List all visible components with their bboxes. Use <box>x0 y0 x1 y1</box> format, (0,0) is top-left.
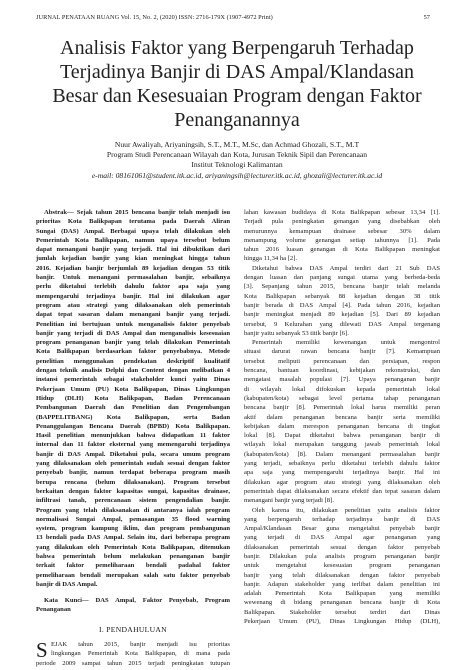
text-line: di wilayah lokal difokuskan kepada pemerintah lokal <box>244 385 440 393</box>
author-names: Nuur Awaliyah, Ariyaningsih, S.T., M.T., M.Sc, dan Achmad Ghozali, S.T., M.T <box>114 140 360 149</box>
text-line: 13 bendali pada DAS Ampal. Selain itu, dari beberapa program <box>36 534 230 542</box>
text-line: banjir. Untuk menangani permasalahan banjir, sebaiknya <box>36 274 230 282</box>
text-line: adalah Pemerintah Kota Balikpapan yang memiliki <box>244 590 440 598</box>
text-line: wilayah lokal merupakan tanggung jawab pemerintah lokal <box>244 441 440 449</box>
text-line: lingkungan Pemerintah Kota Balikpapan, di mana pada <box>51 650 230 658</box>
right-column <box>244 208 440 626</box>
affiliation-line: Institut Teknologi Kalimantan <box>191 160 283 170</box>
keywords <box>36 596 230 615</box>
text-line: Hidup (DLH) Kota Balikpapan, Badan Perencanaan <box>36 394 230 402</box>
text-line: dapat menangani banjir yang terjadi. Hal ini dibuktikan dari <box>36 246 230 254</box>
text-line: situasi darurat rawan bencana banjir [7]. Kemampuan <box>244 348 440 356</box>
left-column <box>36 208 230 668</box>
text-line: bencana banjir [8]. Pemerintah lokal harus memiliki peran <box>244 404 440 412</box>
text-line: yang berpengaruh terhadap terjadinya banjir di DAS <box>244 515 440 523</box>
title-line: Terjadinya Banjir di DAS Ampal/Klandasan <box>59 61 415 83</box>
text-line: bencana, bantuan koordinasi, kebijakan rekonstruksi, dan <box>244 367 440 375</box>
section-heading: I. PENDAHULUAN <box>99 624 167 634</box>
text-line: apa saja yang mempengaruhi terjadinya banjir. Hal ini <box>244 469 440 477</box>
text-line: perlu diketahui terlebih dahulu faktor apa saja yang <box>36 283 230 291</box>
text-line: Ampal/Klandasan Besar guna mengetahui penyebab banjir <box>244 525 440 533</box>
text-line: untuk mengetahui kesesuaian program penanganan <box>244 562 440 570</box>
text-line: (kabupaten/kota) [8]. Dalam menangani permasalahan banjir <box>244 450 440 458</box>
text-line: yang dilaksanakan oleh pemerintah sudah sesuai dengan faktor <box>36 460 230 468</box>
drop-cap: S <box>36 638 48 663</box>
text-line: Balikpapan. Stakeholder tersebut terdiri dari Dinas <box>244 608 440 616</box>
text-line: (kabupaten/kota) sebagai level pertama tahap penanganan <box>244 394 440 402</box>
text-line: menangani banjir yang terjadi [8]. <box>244 497 334 505</box>
text-line: Pembangunan Daerah dan Penelitian dan Pengembangan <box>36 404 230 412</box>
intro-paragraph <box>36 640 230 668</box>
text-line: banjir meningkat menjadi 89 kejadian [5]. Dari 89 kejadian <box>244 311 440 319</box>
text-line: aktif dalam penanganan bencana banjir serta memiliki <box>244 413 440 421</box>
text-line: tersebut meliputi perencanaan dan persiapan, respon <box>244 357 440 365</box>
abstract <box>36 208 230 589</box>
text-line: banjir yang telah dilaksanakan dengan faktor penyebab <box>244 571 440 579</box>
title-line: Besar dan Kesesuaian Program dengan Faktor <box>52 85 422 107</box>
text-line: EJAK tahun 2015, banjir menjadi isu prioritas <box>51 641 230 649</box>
text-line: banjir. Dilakukan pula analisis program penanganan banjir <box>244 552 440 560</box>
text-line: berupa rencana (belum dilaksanakan). Program tersebut <box>36 478 230 486</box>
text-line: mempengaruhi terjadinya banjir. Hal ini dilakukan agar <box>36 292 230 300</box>
text-line: banjir yaitu sebanyak 53 titik banjir [6]. <box>244 329 349 337</box>
text-line: Oleh karena itu, dilakukan penelitian yaitu analisis faktor <box>252 506 440 514</box>
author-emails: e-mail: 08161061@student.itk.ac.id, ariyaningsih@lecturer.itk.ac.id, ghozali@lecturer.itk.ac.id <box>91 170 383 180</box>
author-block <box>20 140 454 181</box>
text-line: Hasil penelitian menunjukkan bahwa didapatkan 11 faktor <box>36 432 230 440</box>
text-line: pemerintah dapat dilaksanakan secara efektif dan tepat sasaran dalam <box>244 487 440 495</box>
affiliation-line: Program Studi Perencanaan Wilayah dan Kota, Jurusan Teknik Sipil dan Perencanaan <box>106 150 368 160</box>
text-line: menampung volume genangan setiap tahunnya [1]. Pada <box>244 236 440 244</box>
text-line: dengan luasan dan panjang sungai utama yang berbeda-beda <box>244 274 440 282</box>
text-line: dengan teknik analisis Delphi dan Content dengan melibatkan 4 <box>36 367 230 375</box>
text-line: lahan kawasan budidaya di Kota Balikpapan sebesar 13,34 [1]. <box>244 209 440 216</box>
text-line: lokal [8]. Dapat diketahui bahwa penanganan banjir di <box>244 432 440 440</box>
text-line: Abstrak— Sejak tahun 2015 bencana banjir telah menjadi isu <box>44 209 230 216</box>
text-line: Kota Balikpapan sebanyak 88 kejadian dengan 38 titik <box>244 292 440 300</box>
text-line: dilakukan agar program atau strategi yang dilaksanakan oleh <box>244 478 440 486</box>
text-line: penelitian menggunakan pendekatan deskriptif kualitatif <box>36 357 230 365</box>
text-line: normalisasi Sungai Ampal, pemasangan 35 flood warning <box>36 515 230 523</box>
text-line: infiltrasi tanah, perencanaan sistem pengendalian banjir. <box>36 497 230 505</box>
text-line: Kota Balikpapan berdasarkan faktor penyebabnya. Metode <box>36 348 230 356</box>
text-line: terkait faktor pemeliharaan bendali padahal faktor <box>36 562 230 570</box>
paper-title <box>34 36 440 132</box>
title-line: Penanganannya <box>174 109 300 131</box>
text-line: internal dan 11 faktor eksternal yang memengaruhi terjadinya <box>36 441 230 449</box>
page-number: 57 <box>423 14 430 21</box>
text-line: Kata Kunci— DAS Ampal, Faktor Penyebab, Program <box>44 597 230 605</box>
text-line: Pemerintah Kota Balikpapan, namun upaya tersebut belum <box>36 236 230 244</box>
text-line: penyebab banjir, namun terdapat beberapa program masih <box>36 469 230 477</box>
text-line: Sungai (DAS) Ampal. Berbagai upaya telah dilakukan oleh <box>36 227 230 235</box>
text-line: kebijakan dalam merespon penanganan bencana di tingkat <box>244 422 440 430</box>
text-line: Program yang telah dilaksanakan di antaranya ialah program <box>36 506 230 514</box>
text-line: Penanganan <box>36 606 71 614</box>
text-line: banjir berada di DAS Ampal [4]. Pada tahun 2016, kejadian <box>244 301 440 309</box>
text-line: instansi pemerintah sebagai stakeholder kunci yaitu Dinas <box>36 376 230 384</box>
text-line: mengatasi masalah populasi [7]. Upaya penanganan banjir <box>244 376 440 384</box>
text-line: bahwa pemerintah belum melakukan penanganan banjir <box>36 552 230 560</box>
text-line: dilaksanakan pemerintah sesuai dengan faktor penyebab <box>244 543 440 551</box>
journal-info: JURNAL PENATAAN RUANG Vol. 15, No. 2, (2020) ISSN: 2716-179X (1907-4972 Print) <box>36 14 273 21</box>
text-line: Diketahui bahwa DAS Ampal terdiri dari 21 Sub DAS <box>252 264 440 272</box>
text-line: yang terjadi, sebaiknya perlu diketahui terlebih dahulu faktor <box>244 460 440 468</box>
text-line: wewenang di bidang penanganan bencana banjir di Kota <box>244 599 440 607</box>
text-line: jumlah kejadian banjir yang kian meningkat hingga tahun <box>36 255 230 263</box>
running-header <box>36 14 430 21</box>
text-line: (BAPPELITBANG) Kota Balikpapan, serta Badan <box>36 413 230 421</box>
text-line: Pekerjaan Umum (PU) Kota Balikpapan, Dinas Lingkungan <box>36 385 230 393</box>
text-line: prioritas Kota Balikpapan terutama pada Daerah Aliran <box>36 218 230 226</box>
text-line: program atau strategi yang dilaksanakan oleh pemerintah <box>36 301 230 309</box>
text-line: dapat tepat sasaran dalam menangani banjir yang terjadi. <box>36 311 230 319</box>
text-line: program penanganan banjir yang telah dilakukan Pemerintah <box>36 339 230 347</box>
text-line: yang dilakukan oleh Pemerintah Kota Balikpapan, ditemukan <box>36 543 230 551</box>
text-line: 2016. Kejadian banjir berjumlah 89 kejadian dengan 53 titik <box>36 264 230 272</box>
text-line: periode 2009 sampai tahun 2015 terjadi peningkatan tutupan <box>36 659 230 667</box>
text-line: menurunnya kemampuan drainase sebesar 30% dalam <box>244 227 440 235</box>
text-line: Penelitian ini bertujuan untuk menganalisis faktor penyebab <box>36 320 230 328</box>
text-line: yang terjadi di DAS Ampal agar penanganan yang <box>244 534 440 542</box>
text-line: [3]. Sepanjang tahun 2015, bencana banjir telah melanda <box>244 283 440 291</box>
text-line: system, program kampung iklim, dan program pembangunan <box>36 525 230 533</box>
text-line: hingga 11,34 ha [2]. <box>244 255 298 263</box>
title-line: Analisis Faktor yang Berpengaruh Terhadap <box>60 37 414 59</box>
text-line: berkaitan dengan faktor kapasitas sungai, kapasitas drainase, <box>36 487 230 495</box>
text-line: Pekerjaan Umum (PU), Dinas Lingkungan Hidup (DLH), <box>244 618 440 626</box>
text-line: pemeliharaan bendali merupakan salah satu faktor penyebab <box>36 571 230 579</box>
text-line: banjir. Adapun stakeholder yang terlibat dalam penelitian ini <box>244 580 440 588</box>
text-line: tahun 2016 luasan genangan di Kota Balikpapan meningkat <box>244 246 440 254</box>
text-line: tersebut, 9 Kelurahan yang dilewati DAS Ampal tergenang <box>244 320 440 328</box>
text-line: banjir yang terjadi di DAS Ampal dan menganalisis kesesuaian <box>36 329 230 337</box>
text-line: Penanggulangan Bencana Daerah (BPBD) Kota Balikpapan. <box>36 422 230 430</box>
text-line: banjir di DAS Ampal. <box>36 580 98 588</box>
text-line: Terjadi pula peningkatan genangan yang disebabkan oleh <box>244 218 440 226</box>
text-line: banjir di DAS Ampal. Diketahui pula, secara umum program <box>36 450 230 458</box>
text-line: Pemerintah memiliki kewenangan untuk mengontrol <box>252 339 440 347</box>
